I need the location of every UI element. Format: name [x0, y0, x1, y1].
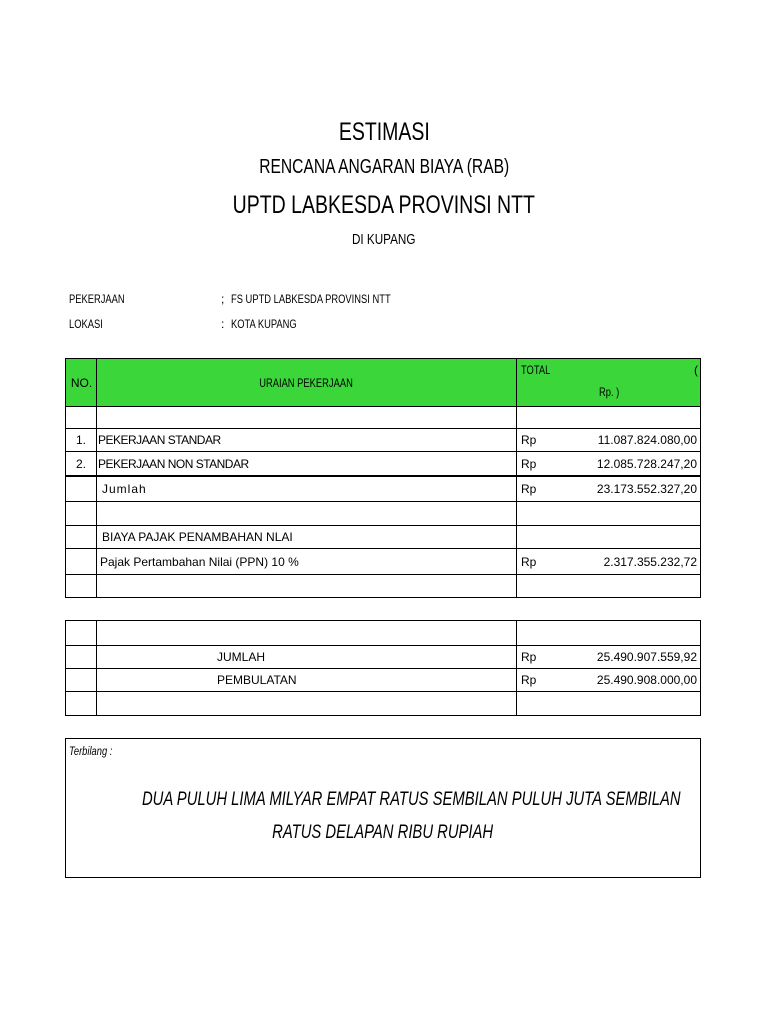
- summary-pembulatan-currency: Rp: [521, 673, 537, 687]
- summary-jumlah-amount: 25.490.907.559,92: [596, 650, 697, 664]
- row-currency: Rp: [521, 433, 537, 447]
- jumlah-label: Jumlah: [102, 482, 147, 496]
- jumlah-amount: 23.173.552.327,20: [596, 482, 697, 496]
- header-total-unit: Rp. ): [599, 385, 620, 399]
- table-row: [66, 621, 700, 646]
- table-row: [66, 692, 700, 715]
- header-total-paren: (: [694, 363, 698, 377]
- summary-pembulatan-row: [66, 669, 700, 692]
- pekerjaan-value: FS UPTD LABKESDA PROVINSI NTT: [231, 292, 391, 306]
- document-subtitle: RENCANA ANGARAN BIAYA (RAB): [259, 156, 509, 178]
- lokasi-label: LOKASI: [69, 317, 103, 331]
- header-uraian: URAIAN PEKERJAAN: [259, 375, 354, 390]
- terbilang-line1: DUA PULUH LIMA MILYAR EMPAT RATUS SEMBILAN PULUH JUTA SEMBILAN: [141, 789, 681, 810]
- terbilang-box: [65, 738, 701, 878]
- summary-pembulatan-amount: 25.490.908.000,00: [596, 673, 697, 687]
- pekerjaan-label: PEKERJAAN: [69, 292, 125, 306]
- header-no: NO.: [70, 375, 93, 390]
- table-row: [66, 502, 700, 526]
- header-total-cell: [517, 359, 700, 406]
- row-amount: 11.087.824.080,00: [597, 433, 697, 447]
- pajak-amount: 2.317.355.232,72: [603, 554, 697, 569]
- pekerjaan-separator: ;: [221, 292, 225, 306]
- pajak-label: Pajak Pertambahan Nilai (PPN) 10 %: [100, 554, 299, 569]
- jumlah-row: [66, 476, 700, 502]
- terbilang-line2: RATUS DELAPAN RIBU RUPIAH: [272, 822, 494, 843]
- table-row: [66, 452, 700, 476]
- header-total: TOTAL: [521, 363, 551, 377]
- summary-pembulatan-label: PEMBULATAN: [217, 673, 297, 687]
- pajak-currency: Rp: [521, 554, 537, 569]
- table-row: [66, 407, 700, 429]
- document-title: ESTIMASI: [338, 118, 430, 146]
- summary-jumlah-currency: Rp: [521, 650, 537, 664]
- pajak-heading-row: [66, 526, 700, 549]
- row-no: 2.: [76, 456, 87, 471]
- row-currency: Rp: [521, 456, 537, 471]
- header-uraian-cell: [97, 359, 517, 406]
- location-line: DI KUPANG: [352, 231, 416, 248]
- row-uraian: PEKERJAAN NON STANDAR: [98, 456, 249, 471]
- lokasi-separator: :: [221, 317, 225, 331]
- table-row: [66, 575, 700, 597]
- table-row: [66, 429, 700, 452]
- summary-jumlah-label: JUMLAH: [217, 650, 266, 664]
- terbilang-label: Terbilang :: [69, 744, 113, 758]
- jumlah-currency: Rp: [521, 482, 537, 496]
- lokasi-value: KOTA KUPANG: [231, 317, 297, 331]
- row-uraian: PEKERJAAN STANDAR: [98, 433, 221, 447]
- pajak-row: [66, 549, 700, 575]
- row-amount: 12.085.728.247,20: [596, 456, 697, 471]
- summary-table: [65, 620, 701, 716]
- table-header-row: [66, 359, 700, 407]
- organization-name: UPTD LABKESDA PROVINSI NTT: [232, 191, 536, 219]
- rab-table: [65, 358, 701, 598]
- header-no-cell: [66, 359, 97, 406]
- row-no: 1.: [76, 433, 87, 447]
- pajak-heading: BIAYA PAJAK PENAMBAHAN NLAI: [102, 530, 293, 544]
- summary-jumlah-row: [66, 646, 700, 669]
